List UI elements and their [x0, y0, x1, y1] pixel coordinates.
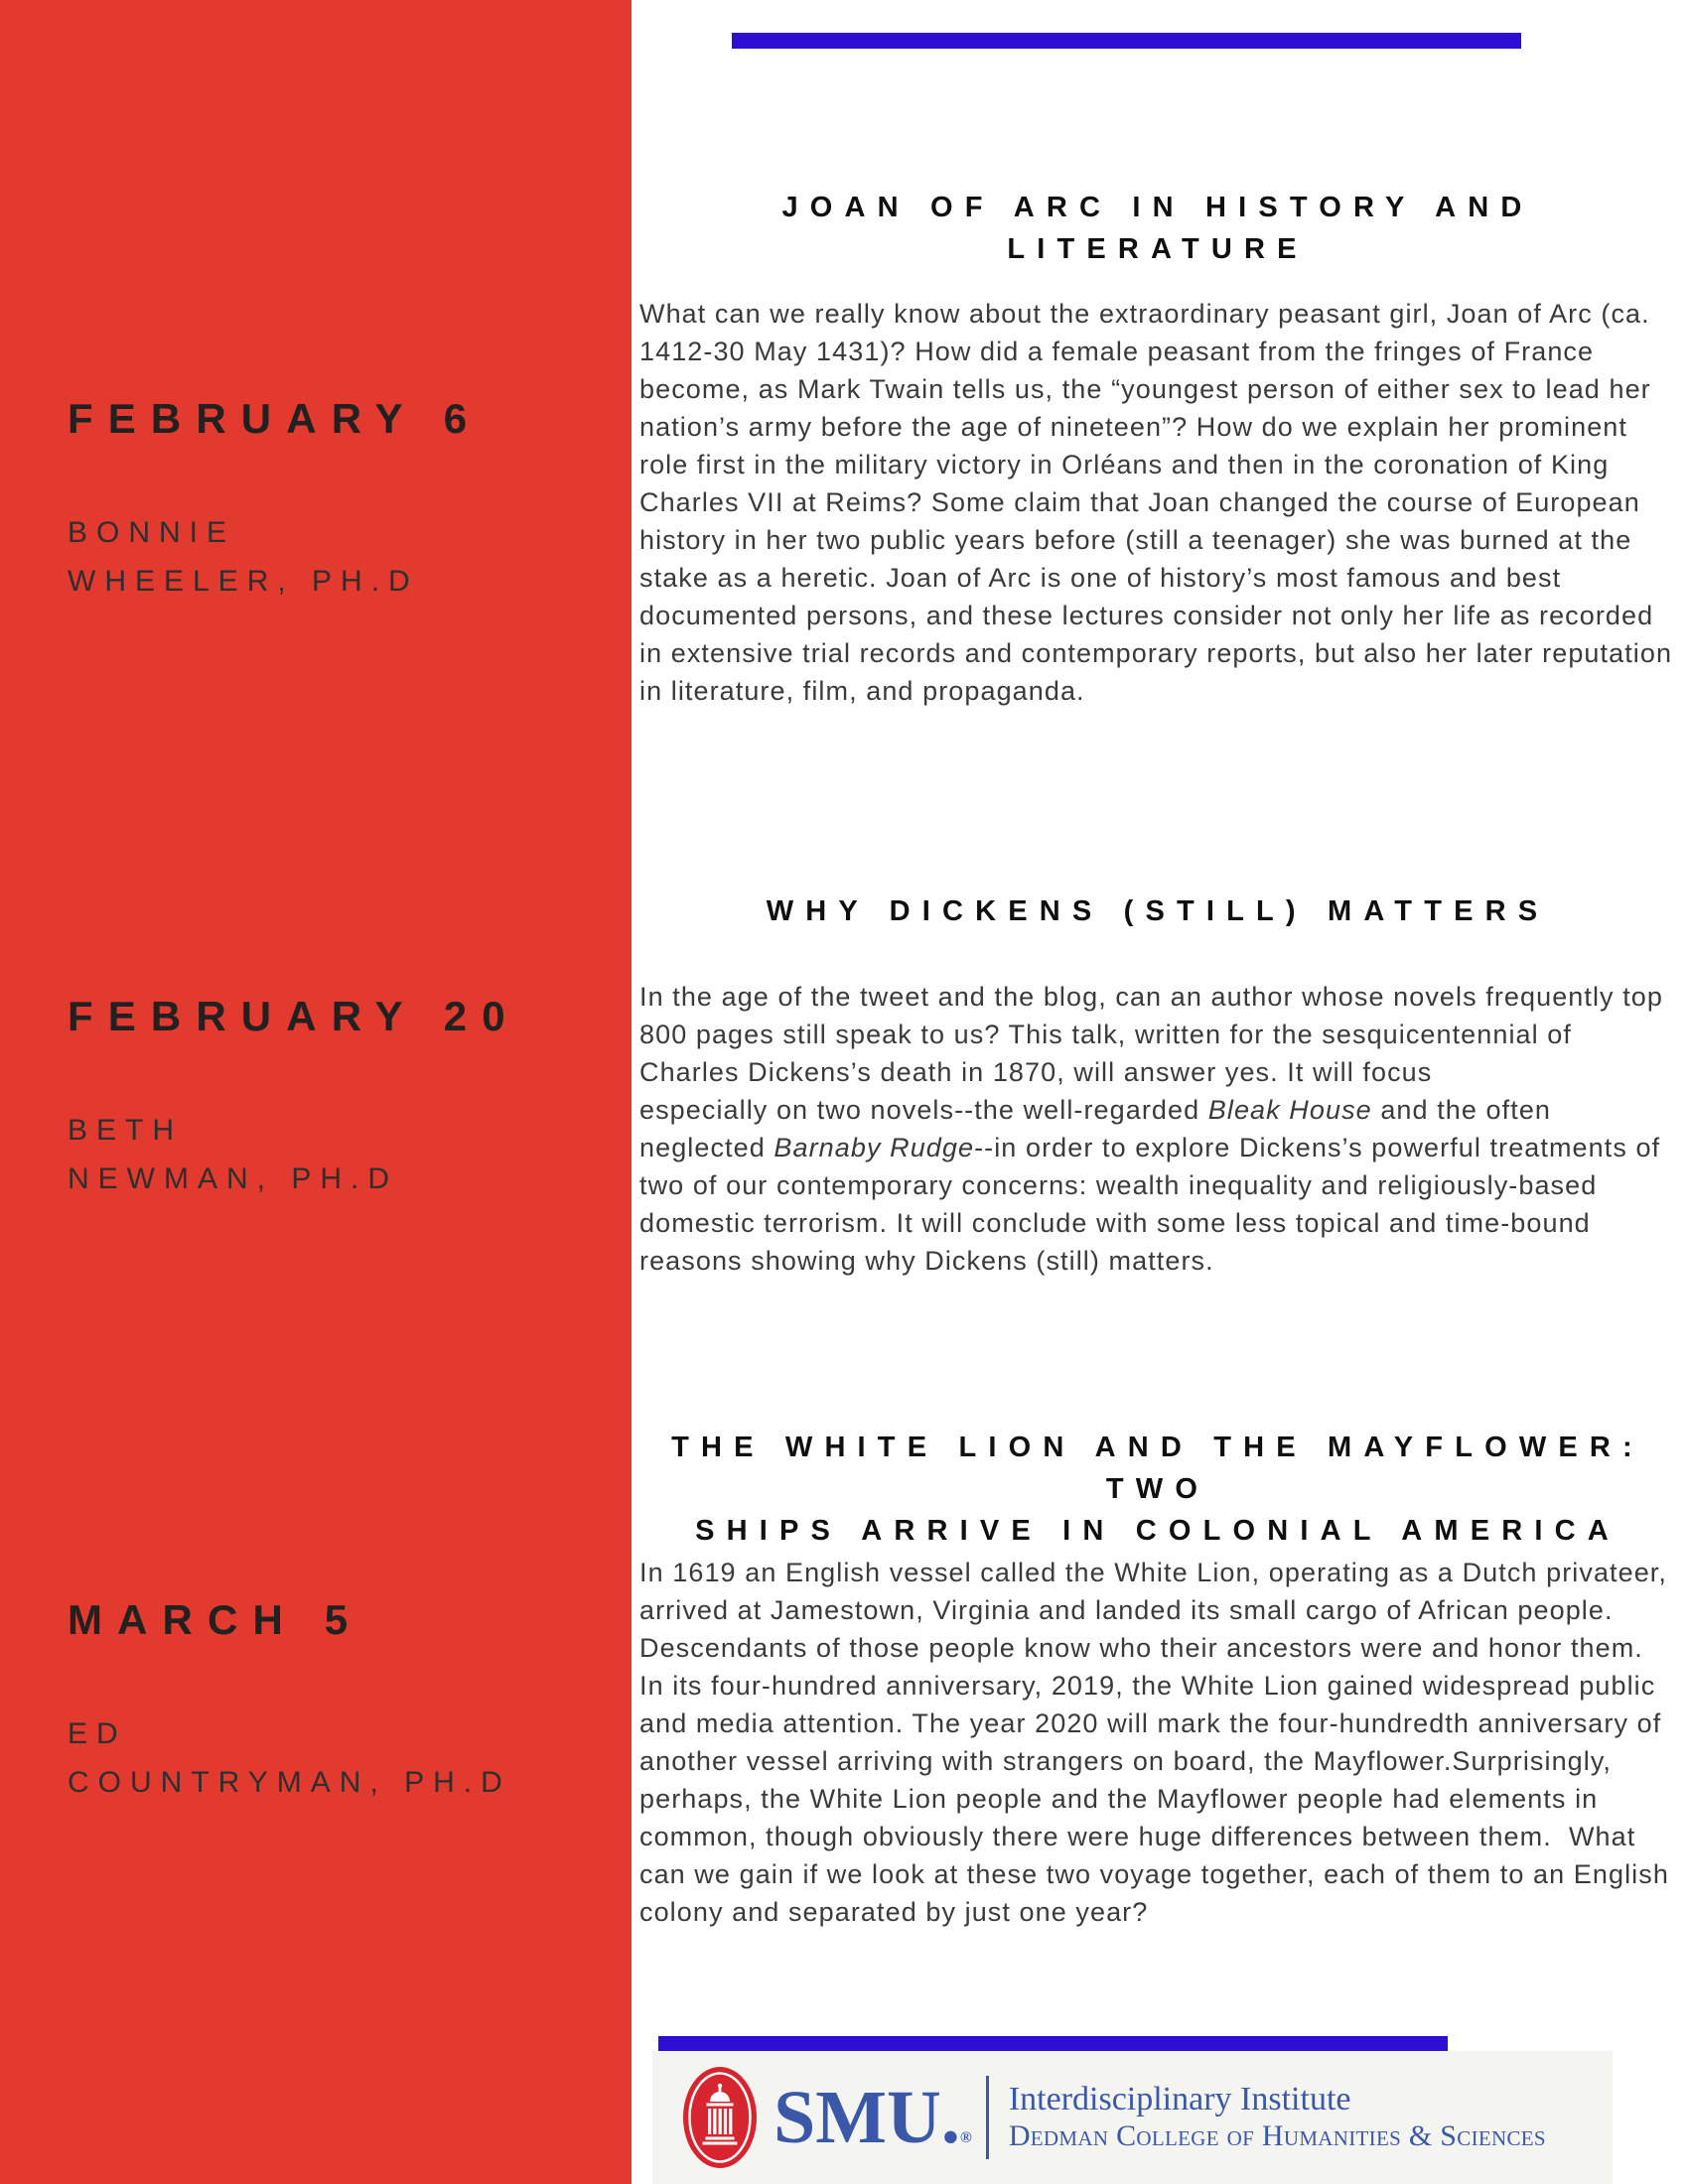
lecture-title-line2: LITERATURE	[1007, 233, 1309, 265]
lecture-body-joan-of-arc: What can we really know about the extraordinary peasant girl, Joan of Arc (ca. 1412-30 May 1431)? How did a female peasant from the fringes of France become, as Mark Twain tells us, the “youngest person of either sex to lead her nation’s army before the age of nineteen”? How do we explain her prominent role first in the military victory in Orléans and then in the coronation of King Charles VII at Reims? Some claim that Joan changed the course of European history in her two public years before (still a teenager) she was burned at the stake as a heretic. Joan of Arc is one of history’s most famous and best documented persons, and these lectures consider not only her life as recorded in extensive trial records and contemporary reports, but also her later reputation in literature, film, and propaganda.	[639, 299, 1681, 706]
event-block-february-20	[68, 993, 604, 1203]
speaker-name	[68, 508, 604, 606]
event-date: MARCH 5	[68, 1596, 363, 1643]
body-segment: especially on two novels--the well-regarded	[639, 1095, 1208, 1125]
book-title-barnaby-rudge: Barnaby Rudge	[774, 1133, 975, 1162]
speaker-line2: COUNTRYMAN, PH.D	[68, 1766, 511, 1799]
top-accent-bar	[732, 33, 1521, 49]
speaker-line2: WHEELER, PH.D	[68, 565, 419, 598]
speaker-line1: ED	[68, 1717, 127, 1750]
org-name	[1009, 2081, 1546, 2154]
speaker-line1: BONNIE	[68, 516, 236, 549]
book-title-bleak-house: Bleak House	[1207, 1095, 1372, 1125]
speaker-name	[68, 1106, 604, 1203]
footer-logo-block	[652, 2051, 1613, 2184]
org-name-line1: Interdisciplinary Institute	[1008, 2081, 1351, 2117]
event-date: FEBRUARY 6	[68, 395, 483, 442]
logo-divider	[986, 2076, 989, 2159]
speaker-line1: BETH	[68, 1114, 184, 1147]
event-block-february-6	[68, 395, 604, 606]
registered-mark: ®	[959, 2129, 972, 2146]
smu-crest-icon	[682, 2066, 758, 2169]
lecture-title-line1: JOAN OF ARC IN HISTORY AND	[781, 192, 1534, 223]
smu-wordmark-text: SMU.	[774, 2076, 960, 2159]
speaker-name	[68, 1709, 604, 1807]
org-name-line2: Dedman College of Humanities & Sciences	[1008, 2119, 1546, 2152]
body-segment: In the age of the tweet and the blog, can an author whose novels frequently top 800 pages still speak to us? This talk, written for the sesquicentennial of Charles Dickens’s death in 1870, will answer yes. It will focus	[639, 982, 1672, 1087]
event-date: FEBRUARY 20	[68, 993, 520, 1039]
lecture-title-line1: THE WHITE LION AND THE MAYFLOWER: TWO	[671, 1432, 1644, 1505]
body-segment: and the often neglected	[639, 1095, 1560, 1162]
speaker-line2: NEWMAN, PH.D	[68, 1162, 398, 1195]
lecture-body-white-lion-mayflower: In 1619 an English vessel called the White Lion, operating as a Dutch privateer, arrived at Jamestown, Virginia and landed its small cargo of African people. Descendants of those people know who their ancestors were and honor them. In its four-hundred anniversary, 2019, the White Lion gained widespread public and media attention. The year 2020 will mark the four-hundredth anniversary of another vessel arriving with strangers on board, the Mayflower.Surprisingly, perhaps, the White Lion people and the Mayflower people had elements in common, though obviously there were huge differences between them. What can we gain if we look at these two voyage together, each of them to an English colony and separated by just one year?	[639, 1558, 1678, 1927]
lecture-body-dickens	[639, 978, 1676, 1280]
lecture-title-joan-of-arc	[637, 187, 1678, 270]
lecture-title-white-lion-mayflower	[637, 1427, 1678, 1552]
event-block-march-5	[68, 1596, 604, 1807]
lecture-title-line2: SHIPS ARRIVE IN COLONIAL AMERICA	[695, 1515, 1620, 1547]
smu-wordmark	[774, 2076, 972, 2159]
body-segment: --in order to explore Dickens’s powerful treatments of two of our contemporary concerns: wealth inequality and religiously-based domestic terrorism. It will conclude with some less topical and time-bound reasons showing why Dickens (still) matters.	[639, 1133, 1669, 1276]
lecture-title-dickens: WHY DICKENS (STILL) MATTERS	[766, 895, 1550, 927]
bottom-accent-bar	[658, 2036, 1448, 2052]
red-sidebar	[0, 0, 632, 2184]
